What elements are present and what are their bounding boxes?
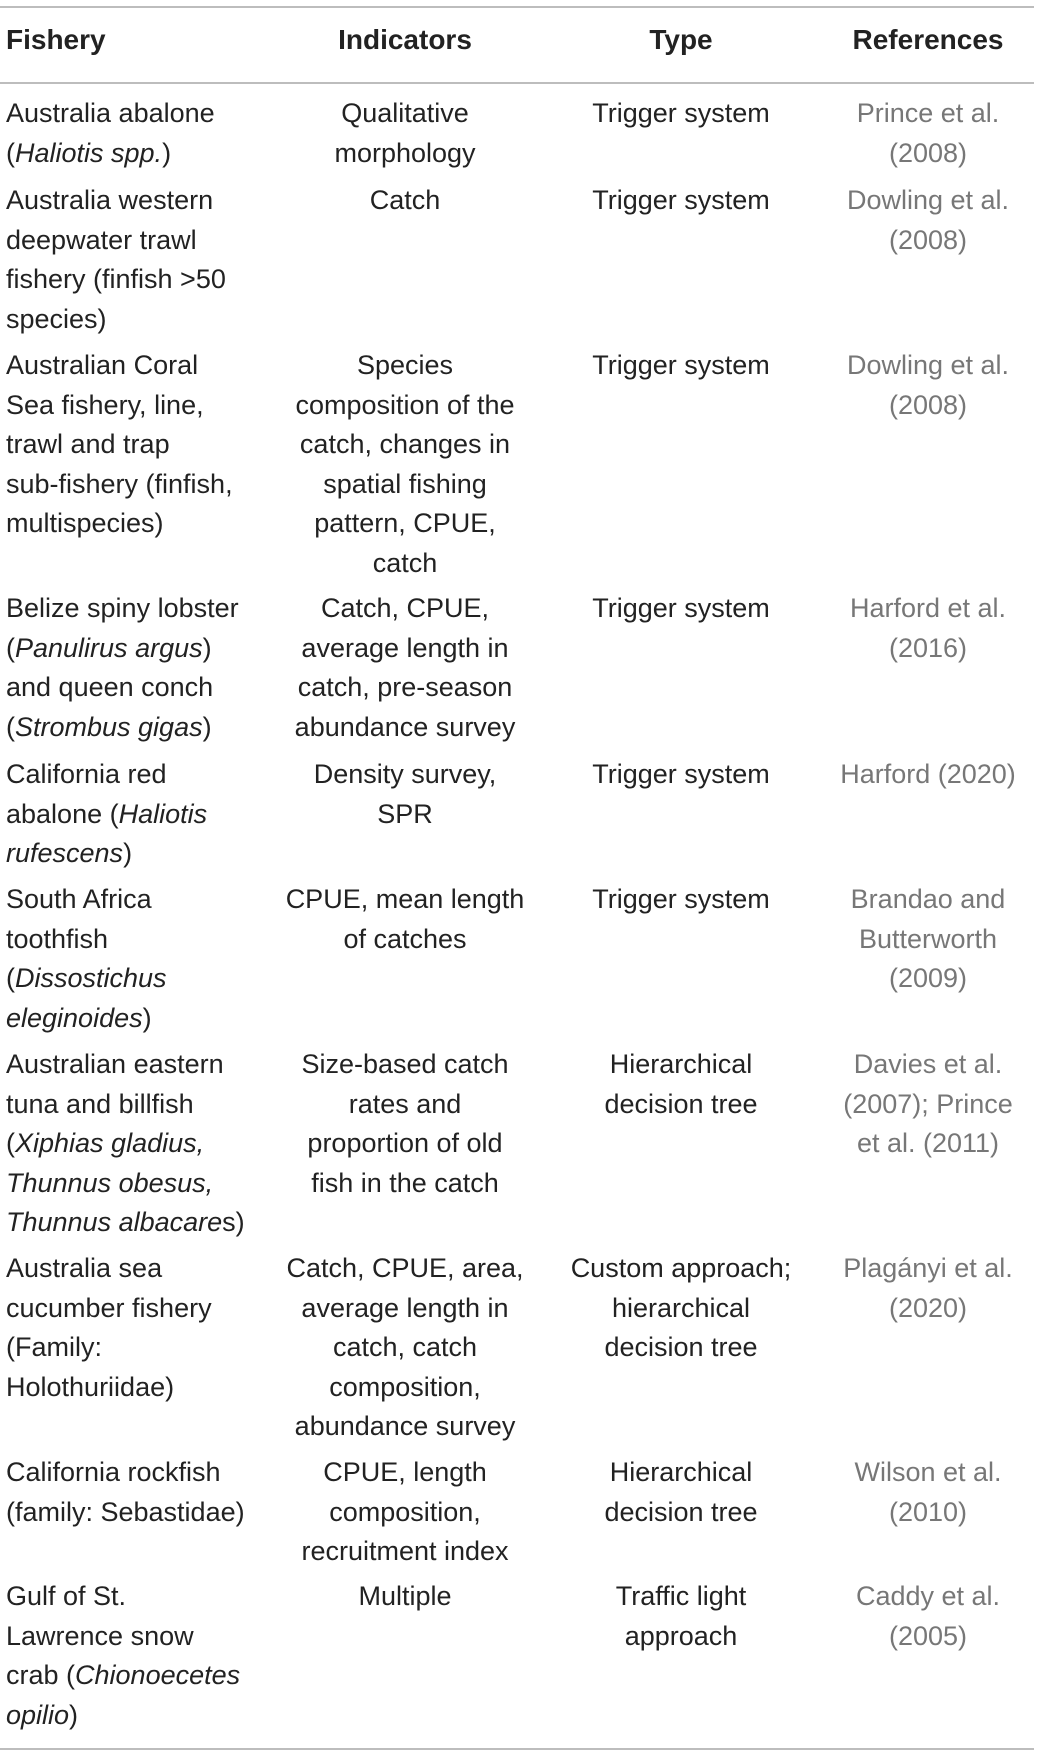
cell-fishery xyxy=(6,755,271,874)
fishery-text: South Africa xyxy=(6,884,152,914)
fishery-text: species) xyxy=(6,303,107,334)
cell-references-line: Dowling et al. xyxy=(846,350,1010,380)
fishery-line xyxy=(6,1289,271,1329)
fishery-text: Australia western xyxy=(6,185,214,215)
fishery-text: ( xyxy=(6,963,15,993)
cell-type-line: Custom approach; xyxy=(570,1253,792,1283)
header-indicators: Indicators xyxy=(338,24,472,55)
fishery-text: ( xyxy=(6,1128,15,1158)
cell-type-line: Trigger system xyxy=(592,593,770,623)
cell-type-line: Trigger system xyxy=(592,98,770,128)
fishery-text: Australian Coral xyxy=(6,350,199,380)
fishery-text: deepwater trawl xyxy=(6,224,197,255)
cell-indicators xyxy=(275,755,535,834)
cell-references-line: (2010) xyxy=(888,1496,968,1527)
cell-indicators-line: Size-based catch xyxy=(301,1049,509,1079)
cell-indicators-line: composition, xyxy=(329,1496,481,1527)
cell-indicators-line: CPUE, mean length xyxy=(285,884,525,914)
cell-type-line: decision tree xyxy=(604,1088,758,1119)
fishery-text: Belize spiny lobster xyxy=(6,593,239,623)
cell-indicators-line: morphology xyxy=(334,137,476,168)
cell-indicators-line: SPR xyxy=(377,798,433,829)
fishery-line xyxy=(6,1453,271,1493)
cell-references-line: Harford et al. xyxy=(849,593,1007,623)
cell-references xyxy=(822,1045,1034,1164)
fishery-line xyxy=(6,834,271,874)
cell-type-line: approach xyxy=(624,1620,738,1651)
cell-indicators-line: Catch, CPUE, xyxy=(320,593,490,623)
cell-references-line: Davies et al. xyxy=(853,1049,1003,1079)
fishery-line xyxy=(6,920,271,960)
fishery-line xyxy=(6,1164,271,1204)
cell-type xyxy=(556,1045,806,1124)
cell-fishery xyxy=(6,94,271,173)
cell-indicators-line: catch, catch xyxy=(332,1332,478,1362)
fishery-text: California red xyxy=(6,759,167,789)
species-name-italic: Haliotis spp. xyxy=(15,137,163,168)
cell-references xyxy=(822,1249,1034,1328)
cell-references xyxy=(822,181,1034,260)
cell-indicators-line: average length in xyxy=(301,632,509,663)
cell-type xyxy=(556,755,806,795)
cell-fishery xyxy=(6,1577,271,1735)
fishery-line xyxy=(6,346,271,386)
cell-indicators xyxy=(275,1249,535,1447)
fishery-line xyxy=(6,959,271,999)
fishery-line xyxy=(6,1124,271,1164)
cell-type-line: decision tree xyxy=(604,1496,758,1527)
fishery-line xyxy=(6,221,271,261)
cell-references xyxy=(822,880,1034,999)
cell-fishery xyxy=(6,346,271,544)
cell-references-line: Wilson et al. xyxy=(854,1457,1002,1487)
cell-references-line: (2009) xyxy=(888,963,968,993)
cell-type xyxy=(556,1453,806,1532)
table-header-rule xyxy=(0,82,1034,84)
cell-indicators-line: Species xyxy=(356,350,454,380)
fishery-line xyxy=(6,1368,271,1408)
cell-indicators-line: fish in the catch xyxy=(311,1167,499,1198)
cell-indicators-line: rates and xyxy=(348,1088,462,1119)
species-name-italic: rufescens xyxy=(6,838,124,868)
cell-fishery xyxy=(6,1453,271,1532)
cell-indicators-line: Multiple xyxy=(358,1581,452,1611)
cell-type-line: Hierarchical xyxy=(609,1049,753,1079)
cell-references xyxy=(822,1577,1034,1656)
fishery-line xyxy=(6,999,271,1039)
species-name-italic: Haliotis xyxy=(118,798,208,829)
fishery-text: ) xyxy=(142,1002,152,1033)
cell-indicators xyxy=(275,346,535,583)
fishery-line xyxy=(6,1045,271,1085)
cell-references-line: Prince et al. xyxy=(856,98,1000,128)
fishery-text: ) xyxy=(123,838,133,868)
cell-references-line: Plagányi et al. xyxy=(843,1253,1013,1283)
cell-fishery xyxy=(6,880,271,1038)
cell-references-line: Caddy et al. xyxy=(855,1581,1001,1611)
table-header xyxy=(0,24,1034,74)
cell-indicators-line: proportion of old xyxy=(307,1128,503,1158)
fishery-text: (Family: xyxy=(6,1332,102,1362)
cell-indicators xyxy=(275,589,535,747)
header-type: Type xyxy=(649,24,713,55)
header-references: References xyxy=(852,24,1004,55)
cell-indicators-line: catch, pre-season xyxy=(297,672,513,702)
cell-type-line: decision tree xyxy=(604,1332,758,1362)
cell-fishery xyxy=(6,1249,271,1407)
cell-indicators-line: recruitment index xyxy=(301,1536,509,1566)
fishery-line xyxy=(6,425,271,465)
cell-references xyxy=(822,1453,1034,1532)
fishery-line xyxy=(6,1493,271,1533)
cell-indicators xyxy=(275,181,535,221)
fishery-text: ) xyxy=(202,711,212,742)
species-name-italic: eleginoides xyxy=(6,1002,143,1033)
fishery-line xyxy=(6,629,271,669)
cell-indicators-line: catch xyxy=(372,547,438,578)
fishery-line xyxy=(6,1696,271,1736)
cell-references-line: (2005) xyxy=(888,1620,968,1651)
cell-references-line: (2007); Prince xyxy=(843,1088,1013,1119)
cell-indicators xyxy=(275,1453,535,1572)
fishery-text: Australia sea xyxy=(6,1253,163,1283)
fishery-text: ( xyxy=(6,632,15,663)
fishery-text: Holothuriidae) xyxy=(6,1371,175,1402)
cell-references-line: (2008) xyxy=(888,224,968,255)
cell-fishery xyxy=(6,589,271,747)
species-name-italic: Thunnus obesus, xyxy=(6,1167,214,1198)
cell-references xyxy=(822,346,1034,425)
cell-indicators-line: Qualitative xyxy=(341,98,469,128)
cell-indicators-line: Density survey, xyxy=(313,759,497,789)
cell-type xyxy=(556,181,806,221)
fishery-line xyxy=(6,668,271,708)
cell-type-line: Trigger system xyxy=(592,185,770,215)
cell-references-line: (2016) xyxy=(888,632,968,663)
cell-references-line: Butterworth xyxy=(858,923,998,954)
cell-indicators-line: pattern, CPUE, xyxy=(314,508,496,538)
table-top-rule xyxy=(0,6,1034,8)
fishery-text: trawl and trap xyxy=(6,429,170,459)
cell-indicators-line: abundance survey xyxy=(294,1411,516,1441)
fishery-line xyxy=(6,708,271,748)
cell-indicators-line: composition of the xyxy=(295,389,515,420)
species-name-italic: Chionoecetes xyxy=(75,1660,241,1690)
header-fishery: Fishery xyxy=(6,24,106,55)
cell-references-line: et al. (2011) xyxy=(856,1128,1000,1158)
fishery-line xyxy=(6,1577,271,1617)
fishery-line xyxy=(6,181,271,221)
fishery-text: and queen conch xyxy=(6,672,214,702)
fishery-text: Gulf of St. xyxy=(6,1581,127,1611)
fishery-line xyxy=(6,300,271,340)
species-name-italic: Dissostichus xyxy=(15,963,167,993)
fishery-text: (family: Sebastidae) xyxy=(6,1496,245,1527)
cell-type xyxy=(556,94,806,134)
species-name-italic: Xiphias gladius, xyxy=(15,1128,205,1158)
cell-references xyxy=(822,589,1034,668)
fishery-line xyxy=(6,260,271,300)
table-bottom-rule xyxy=(0,1748,1034,1750)
cell-references-line: Dowling et al. xyxy=(846,185,1010,215)
cell-type-line: Trigger system xyxy=(592,350,770,380)
fishery-text: tuna and billfish xyxy=(6,1088,194,1119)
cell-fishery xyxy=(6,181,271,339)
fishery-line xyxy=(6,1656,271,1696)
cell-indicators xyxy=(275,1577,535,1617)
cell-type-line: hierarchical xyxy=(611,1292,751,1323)
cell-references-line: Harford (2020) xyxy=(840,759,1016,789)
cell-type-line: Hierarchical xyxy=(609,1457,753,1487)
fishery-line xyxy=(6,1085,271,1125)
cell-fishery xyxy=(6,1045,271,1243)
fishery-line xyxy=(6,1617,271,1657)
fishery-text: toothfish xyxy=(6,923,109,954)
cell-type-line: Trigger system xyxy=(592,759,770,789)
fishery-line xyxy=(6,589,271,629)
species-name-italic: Panulirus argus xyxy=(15,632,203,663)
fishery-text: abalone ( xyxy=(6,798,119,829)
fishery-text: cucumber fishery xyxy=(6,1292,212,1323)
cell-references-line: (2020) xyxy=(888,1292,968,1323)
cell-type xyxy=(556,1249,806,1368)
fishery-line xyxy=(6,1203,271,1243)
fishery-line xyxy=(6,94,271,134)
fishery-text: multispecies) xyxy=(6,508,164,538)
fishery-line xyxy=(6,795,271,835)
fishery-text: ( xyxy=(6,137,15,168)
cell-type xyxy=(556,346,806,386)
cell-indicators xyxy=(275,1045,535,1203)
fishery-text: s) xyxy=(222,1207,245,1237)
fishery-text: Australia abalone xyxy=(6,98,215,128)
fishery-line xyxy=(6,465,271,505)
fishery-text: ) xyxy=(162,137,172,168)
cell-references xyxy=(822,94,1034,173)
cell-type xyxy=(556,589,806,629)
cell-indicators-line: average length in xyxy=(301,1292,509,1323)
fishery-text: crab ( xyxy=(6,1660,76,1690)
cell-references-line: Brandao and xyxy=(850,884,1006,914)
cell-references xyxy=(822,755,1034,795)
fishery-text: Lawrence snow xyxy=(6,1620,194,1651)
cell-indicators-line: catch, changes in xyxy=(299,429,511,459)
fishery-line xyxy=(6,1328,271,1368)
fishery-line xyxy=(6,880,271,920)
fishery-text: Australian eastern xyxy=(6,1049,224,1079)
cell-indicators-line: abundance survey xyxy=(294,711,516,742)
cell-indicators-line: composition, xyxy=(329,1371,481,1402)
cell-indicators-line: of catches xyxy=(343,923,467,954)
species-name-italic: opilio xyxy=(6,1699,70,1730)
cell-type-line: Traffic light xyxy=(615,1581,747,1611)
fishery-text: sub-fishery (finfish, xyxy=(6,468,233,499)
cell-references-line: (2008) xyxy=(888,389,968,420)
fishery-line xyxy=(6,1249,271,1289)
fishery-line xyxy=(6,386,271,426)
cell-indicators-line: Catch, CPUE, area, xyxy=(286,1253,524,1283)
fishery-text: Sea fishery, line, xyxy=(6,389,204,420)
species-name-italic: Thunnus albacare xyxy=(6,1207,223,1237)
species-name-italic: Strombus gigas xyxy=(15,711,203,742)
fishery-line xyxy=(6,755,271,795)
fishery-text: California rockfish xyxy=(6,1457,221,1487)
fishery-text: ) xyxy=(202,632,212,663)
cell-indicators-line: CPUE, length xyxy=(323,1457,487,1487)
fishery-text: ) xyxy=(69,1699,79,1730)
cell-type xyxy=(556,1577,806,1656)
cell-type xyxy=(556,880,806,920)
fishery-text: ( xyxy=(6,711,15,742)
cell-indicators xyxy=(275,880,535,959)
fishery-line xyxy=(6,134,271,174)
fishery-line xyxy=(6,504,271,544)
cell-references-line: (2008) xyxy=(888,137,968,168)
cell-type-line: Trigger system xyxy=(592,884,770,914)
cell-indicators xyxy=(275,94,535,173)
cell-indicators-line: spatial fishing xyxy=(323,468,487,499)
cell-indicators-line: Catch xyxy=(369,185,441,215)
fishery-text: fishery (finfish >50 xyxy=(6,264,226,294)
